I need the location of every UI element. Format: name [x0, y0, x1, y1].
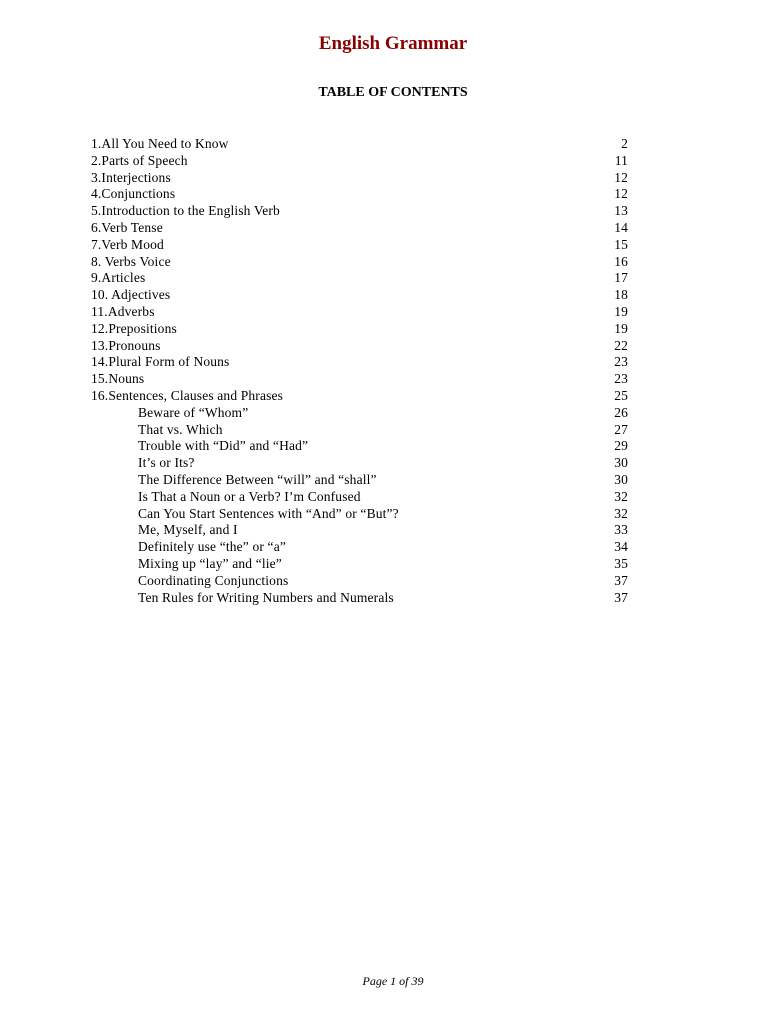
toc-subentry[interactable] — [91, 472, 628, 489]
toc-entry-page-number: 27 — [614, 421, 628, 437]
toc-entry-page-number: 30 — [614, 471, 628, 487]
toc-subentry[interactable] — [91, 590, 628, 607]
document-title: English Grammar — [318, 33, 468, 54]
toc-entry-page-number: 12 — [614, 186, 628, 202]
toc-entry-label: It’s or Its? — [138, 455, 195, 471]
toc-heading: TABLE OF CONTENTS — [318, 85, 468, 100]
toc-entry-page-number: 32 — [614, 505, 628, 521]
toc-entry[interactable] — [91, 220, 628, 237]
toc-entry[interactable] — [91, 338, 628, 355]
toc-entry-label: Can You Start Sentences with “And” or “But”? — [138, 505, 399, 521]
toc-entry[interactable] — [91, 388, 628, 405]
toc-subentry[interactable] — [91, 405, 628, 422]
toc-entry-page-number: 14 — [614, 219, 628, 235]
toc-entry-label: 13.Pronouns — [91, 337, 161, 353]
toc-entry-page-number: 19 — [614, 320, 628, 336]
toc-entry-page-number: 16 — [614, 253, 628, 269]
toc-subentry[interactable] — [91, 573, 628, 590]
toc-subentry[interactable] — [91, 556, 628, 573]
toc-entry-page-number: 30 — [614, 455, 628, 471]
toc-entry[interactable] — [91, 270, 628, 287]
toc-entry-label: 9.Articles — [91, 270, 146, 286]
toc-entry-label: 16.Sentences, Clauses and Phrases — [91, 387, 284, 403]
toc-entry-label: 4.Conjunctions — [91, 186, 176, 202]
toc-entry[interactable] — [91, 321, 628, 338]
toc-entry-label: Coordinating Conjunctions — [138, 572, 289, 588]
toc-entry-page-number: 12 — [614, 169, 628, 185]
toc-entry-page-number: 34 — [614, 539, 628, 555]
toc-entry[interactable] — [91, 237, 628, 254]
toc-entry-label: 10. Adjectives — [91, 287, 171, 303]
toc-subentry[interactable] — [91, 455, 628, 472]
toc-entry-page-number: 26 — [614, 404, 628, 420]
toc-entry-page-number: 29 — [614, 438, 628, 454]
toc-entry[interactable] — [91, 170, 628, 187]
toc-entry-label: Is That a Noun or a Verb? I’m Confused — [138, 488, 361, 504]
toc-entry-label: 11.Adverbs — [91, 303, 155, 319]
toc-entry-page-number: 13 — [614, 203, 628, 219]
toc-entry-label: 2.Parts of Speech — [91, 152, 188, 168]
toc-entry-page-number: 32 — [614, 488, 628, 504]
toc-subentry[interactable] — [91, 489, 628, 506]
toc-entry[interactable] — [91, 254, 628, 271]
toc-subentry[interactable] — [91, 506, 628, 523]
toc-entry-label: 15.Nouns — [91, 371, 145, 387]
table-of-contents — [91, 136, 628, 606]
toc-entry-page-number: 37 — [614, 589, 628, 605]
toc-entry-page-number: 11 — [614, 152, 628, 168]
toc-subentry[interactable] — [91, 438, 628, 455]
toc-entry-page-number: 2 — [621, 136, 628, 151]
toc-entry-label: Definitely use “the” or “a” — [138, 539, 286, 555]
toc-entry-label: 14.Plural Form of Nouns — [91, 354, 230, 370]
toc-entry[interactable] — [91, 203, 628, 220]
toc-entry-page-number: 22 — [614, 337, 628, 353]
toc-entry-page-number: 17 — [614, 270, 628, 286]
toc-entry-page-number: 37 — [614, 572, 628, 588]
toc-entry-label: That vs. Which — [138, 421, 223, 437]
toc-entry[interactable] — [91, 371, 628, 388]
toc-entry-page-number: 18 — [614, 287, 628, 303]
toc-entry-label: Ten Rules for Writing Numbers and Numerals — [138, 589, 394, 605]
toc-entry-label: Beware of “Whom” — [138, 404, 249, 420]
toc-entry-page-number: 25 — [614, 387, 628, 403]
toc-entry-label: 12.Prepositions — [91, 320, 177, 336]
toc-entry[interactable] — [91, 287, 628, 304]
toc-entry-page-number: 23 — [614, 371, 628, 387]
toc-entry-label: 1.All You Need to Know — [91, 136, 229, 151]
toc-subentry[interactable] — [91, 539, 628, 556]
toc-entry-page-number: 23 — [614, 354, 628, 370]
page-number-footer: Page 1 of 39 — [362, 974, 424, 988]
toc-subentry[interactable] — [91, 422, 628, 439]
toc-entry-label: Trouble with “Did” and “Had” — [138, 438, 309, 454]
toc-entry-page-number: 35 — [614, 555, 628, 571]
toc-entry-label: Me, Myself, and I — [138, 522, 238, 538]
toc-subentry[interactable] — [91, 522, 628, 539]
toc-entry-label: The Difference Between “will” and “shall” — [138, 471, 377, 487]
toc-entry[interactable] — [91, 153, 628, 170]
toc-entry[interactable] — [91, 304, 628, 321]
toc-entry-page-number: 19 — [614, 303, 628, 319]
toc-entry-label: 6.Verb Tense — [91, 219, 163, 235]
toc-entry-label: Mixing up “lay” and “lie” — [138, 555, 282, 571]
toc-entry[interactable] — [91, 354, 628, 371]
toc-entry[interactable] — [91, 136, 628, 153]
toc-entry-label: 3.Interjections — [91, 169, 171, 185]
toc-entry[interactable] — [91, 186, 628, 203]
toc-entry-label: 7.Verb Mood — [91, 236, 164, 252]
toc-entry-label: 8. Verbs Voice — [91, 253, 171, 269]
toc-entry-label: 5.Introduction to the English Verb — [91, 203, 280, 219]
toc-entry-page-number: 33 — [614, 522, 628, 538]
toc-entry-page-number: 15 — [614, 236, 628, 252]
